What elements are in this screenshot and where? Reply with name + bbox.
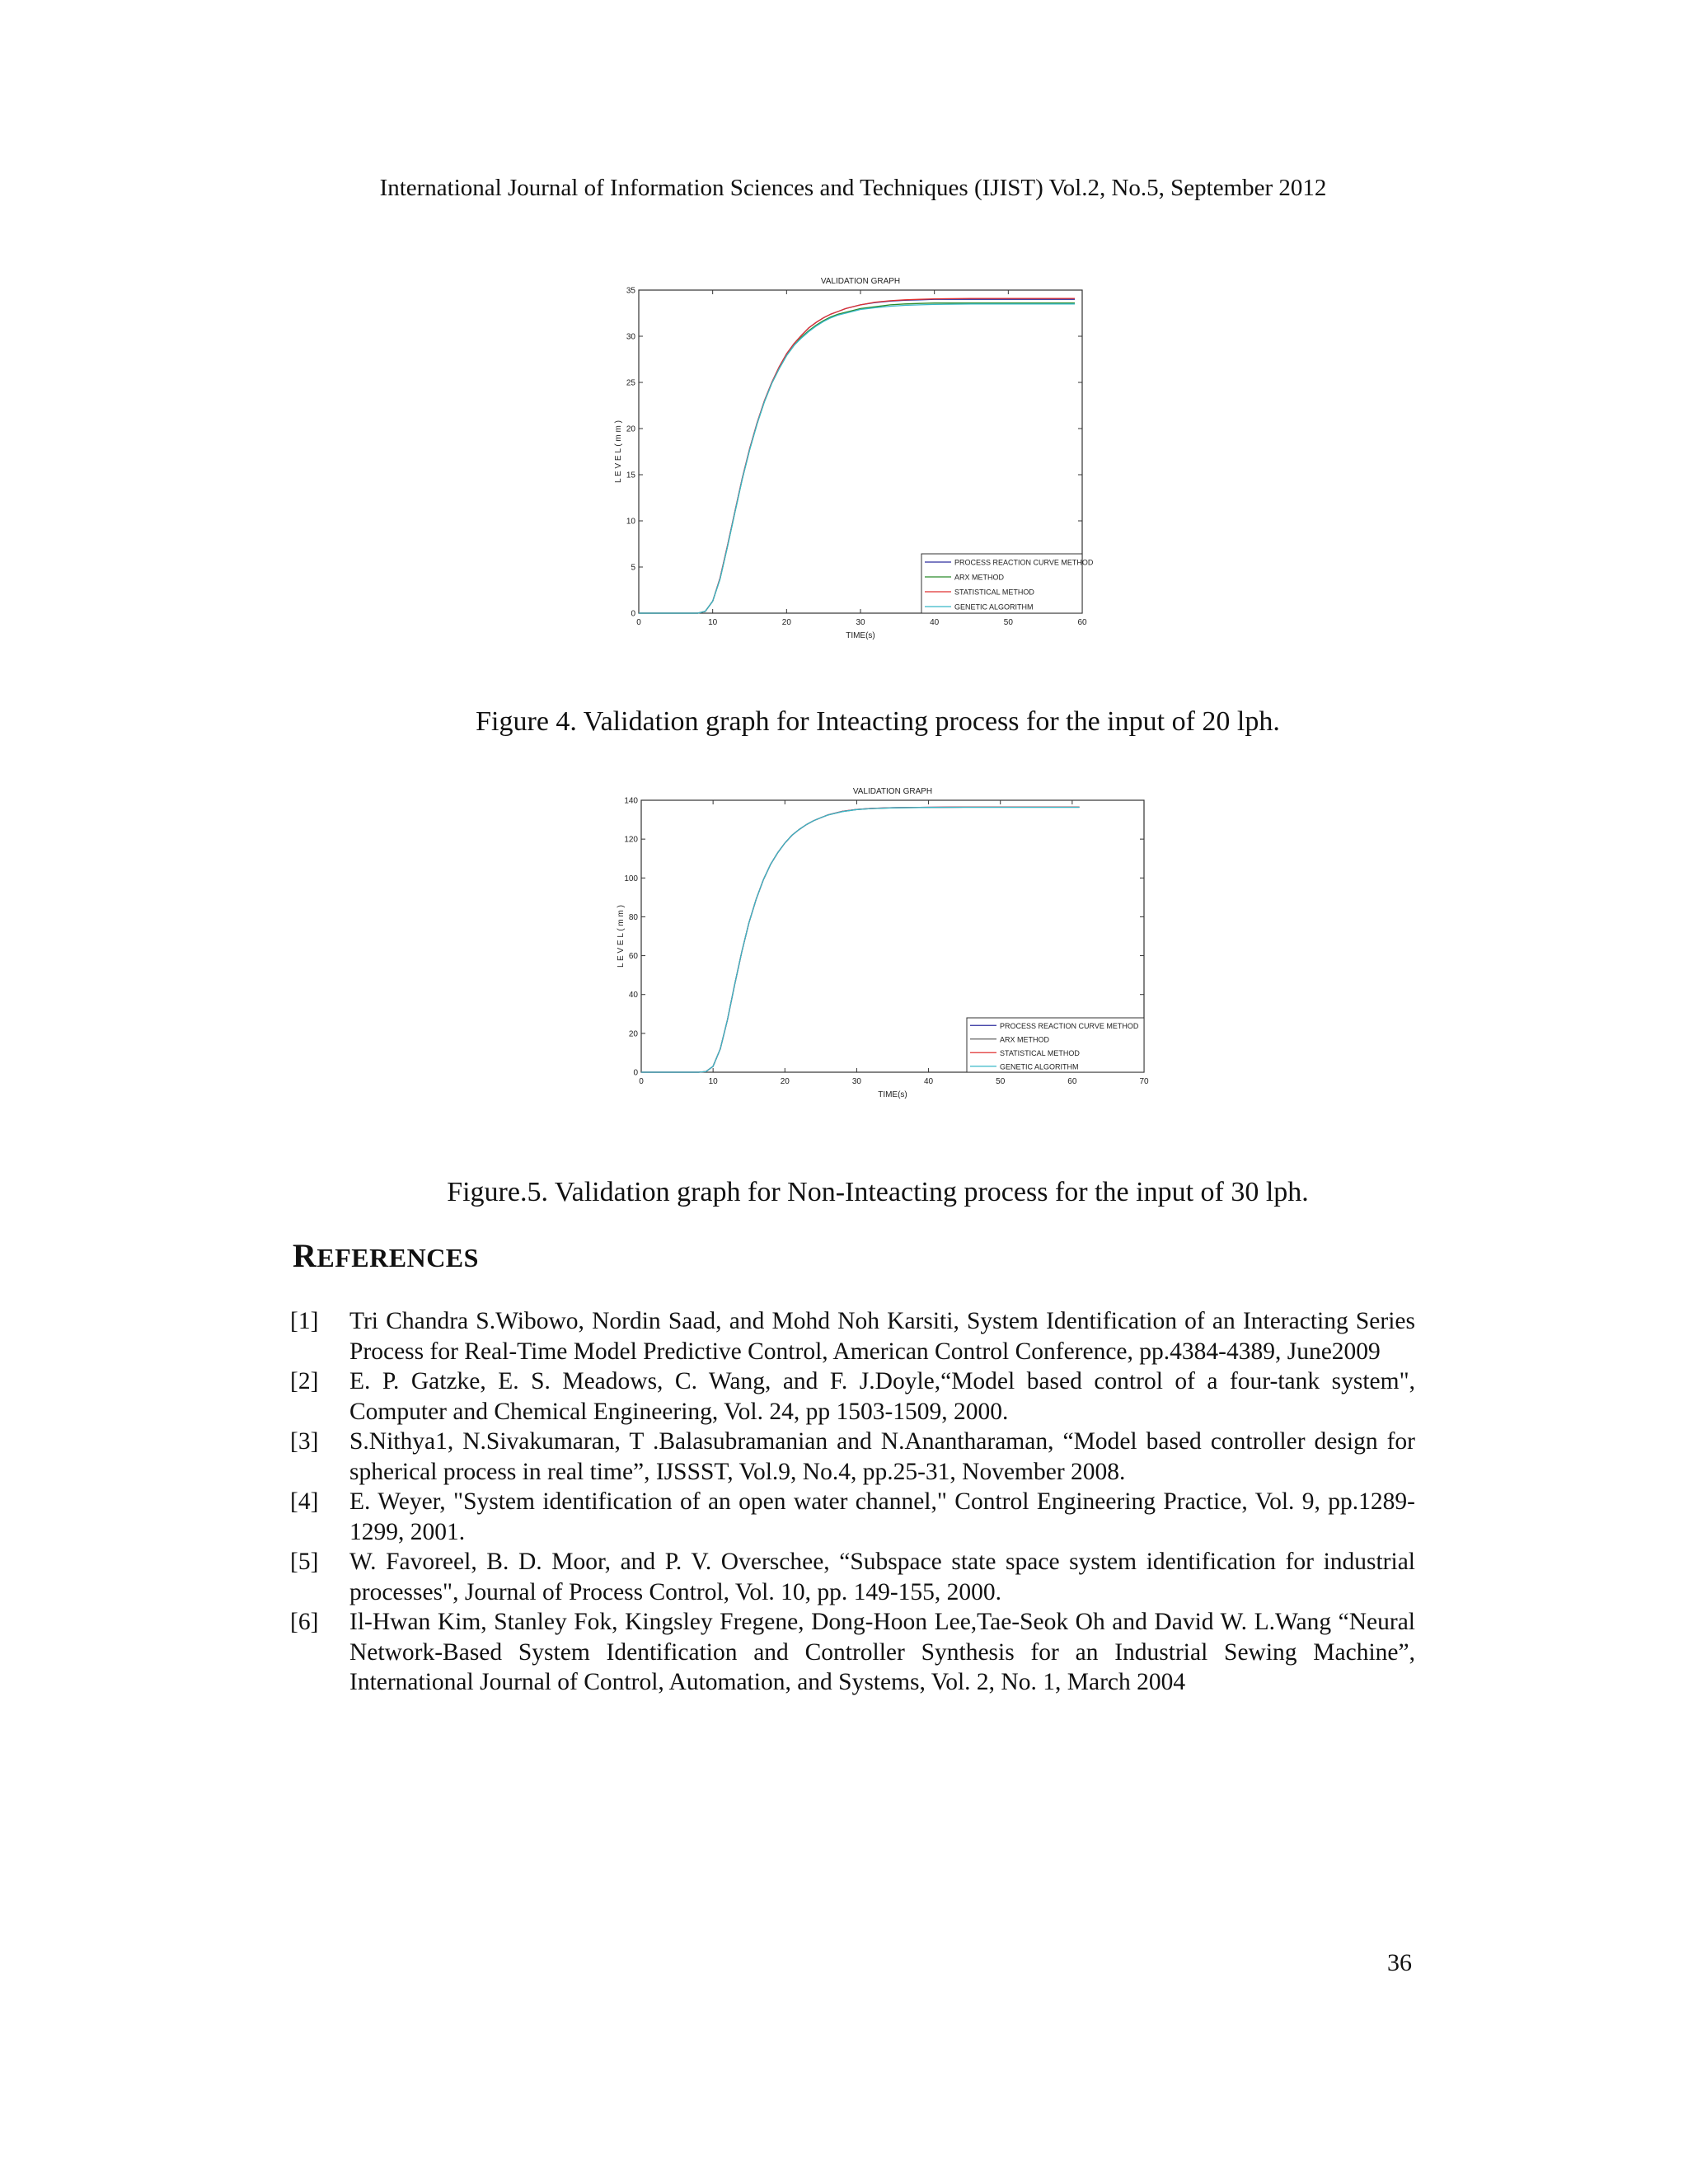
y-tick-label: 35 bbox=[626, 286, 635, 296]
legend-label: GENETIC ALGORITHM bbox=[1000, 1062, 1079, 1071]
legend-label: GENETIC ALGORITHM bbox=[954, 602, 1034, 612]
reference-text: E. P. Gatzke, E. S. Meadows, C. Wang, and F. J.Doyle,“Model based control of a four-tank system", Computer and Chemical Engineering, Vol. 24, pp 1503-1509, 2000. bbox=[349, 1368, 1415, 1425]
reference-item bbox=[290, 1547, 1415, 1607]
references-heading-initial: R bbox=[293, 1237, 317, 1274]
y-tick-label: 30 bbox=[626, 332, 635, 342]
reference-text: Tri Chandra S.Wibowo, Nordin Saad, and Mohd Noh Karsiti, System Identification of an Interacting Series Process for Real-Time Model Predictive Control, American Control Conference, pp.4384-4389, June2009 bbox=[349, 1308, 1415, 1365]
x-tick-label: 40 bbox=[924, 1077, 934, 1086]
references-heading-rest: EFERENCES bbox=[316, 1243, 479, 1272]
x-tick-label: 10 bbox=[708, 1077, 718, 1086]
reference-number: [3] bbox=[290, 1428, 319, 1455]
y-tick-label: 80 bbox=[628, 912, 638, 922]
x-tick-label: 50 bbox=[1003, 618, 1013, 627]
reference-text: W. Favoreel, B. D. Moor, and P. V. Overschee, “Subspace state space system identification for industrial processes", Journal of Process Control, Vol. 10, pp. 149-155, 2000. bbox=[349, 1549, 1415, 1605]
y-tick-label: 60 bbox=[628, 952, 638, 962]
reference-item bbox=[290, 1306, 1415, 1366]
reference-item bbox=[290, 1366, 1415, 1427]
x-axis-label: TIME(s) bbox=[846, 631, 875, 640]
y-tick-label: 5 bbox=[631, 563, 635, 573]
reference-number: [6] bbox=[290, 1609, 319, 1635]
figure-5-caption: Figure.5. Validation graph for Non-Inteacting process for the input of 30 lph. bbox=[447, 1177, 1309, 1207]
references-list bbox=[290, 1306, 1415, 1698]
x-tick-label: 20 bbox=[780, 1077, 790, 1086]
legend-label: PROCESS REACTION CURVE METHOD bbox=[954, 558, 1094, 567]
figure-5-chart bbox=[593, 779, 1154, 1150]
legend-label: ARX METHOD bbox=[954, 573, 1005, 582]
reference-number: [4] bbox=[290, 1488, 319, 1515]
y-tick-label: 120 bbox=[624, 835, 638, 845]
references-heading bbox=[293, 1236, 479, 1275]
chart-title: VALIDATION GRAPH bbox=[852, 787, 933, 796]
y-tick-label: 40 bbox=[628, 991, 638, 1001]
y-tick-label: 20 bbox=[626, 424, 635, 434]
y-axis-label: L E V E L ( m m ) bbox=[617, 905, 626, 968]
reference-item bbox=[290, 1487, 1415, 1547]
x-tick-label: 0 bbox=[636, 618, 641, 627]
y-tick-label: 100 bbox=[624, 874, 638, 883]
x-axis-label: TIME(s) bbox=[878, 1090, 907, 1099]
reference-number: [5] bbox=[290, 1549, 319, 1575]
figure-4-svg bbox=[593, 268, 1137, 672]
figure-4-caption: Figure 4. Validation graph for Inteacting process for the input of 20 lph. bbox=[476, 706, 1280, 737]
y-tick-label: 20 bbox=[628, 1029, 638, 1039]
figure-4-chart bbox=[593, 268, 1137, 672]
y-tick-label: 10 bbox=[626, 517, 635, 527]
y-tick-label: 0 bbox=[633, 1068, 638, 1078]
reference-item bbox=[290, 1607, 1415, 1698]
x-tick-label: 40 bbox=[930, 618, 940, 627]
reference-item bbox=[290, 1427, 1415, 1487]
legend-label: STATISTICAL METHOD bbox=[954, 588, 1034, 597]
running-header: International Journal of Information Sciences and Techniques (IJIST) Vol.2, No.5, September 2012 bbox=[379, 175, 1327, 201]
y-tick-label: 25 bbox=[626, 378, 635, 388]
legend-label: STATISTICAL METHOD bbox=[1000, 1048, 1080, 1057]
x-tick-label: 50 bbox=[996, 1077, 1006, 1086]
figure-5-svg bbox=[593, 779, 1154, 1150]
chart-title: VALIDATION GRAPH bbox=[820, 277, 901, 286]
reference-text: E. Weyer, "System identification of an open water channel," Control Engineering Practice, Vol. 9, pp.1289-1299, 2001. bbox=[349, 1488, 1415, 1545]
x-tick-label: 30 bbox=[856, 618, 865, 627]
y-tick-label: 15 bbox=[626, 471, 635, 480]
reference-text: Il-Hwan Kim, Stanley Fok, Kingsley Fregene, Dong-Hoon Lee,Tae-Seok Oh and David W. L.Wang “Neural Network-Based System Identification and Controller Synthesis for an Industrial Sewing Machine”, International Journal of Control, Automation, and Systems, Vol. 2, No. 1, March 2004 bbox=[349, 1609, 1415, 1695]
x-tick-label: 10 bbox=[708, 618, 718, 627]
y-axis-label: L E V E L ( m m ) bbox=[614, 420, 623, 483]
legend-label: ARX METHOD bbox=[1000, 1035, 1050, 1044]
page-number: 36 bbox=[1387, 1949, 1412, 1976]
x-tick-label: 60 bbox=[1067, 1077, 1077, 1086]
x-tick-label: 20 bbox=[781, 618, 791, 627]
x-tick-label: 0 bbox=[639, 1077, 644, 1086]
x-tick-label: 60 bbox=[1077, 618, 1087, 627]
x-tick-label: 70 bbox=[1139, 1077, 1149, 1086]
reference-number: [1] bbox=[290, 1308, 319, 1334]
y-tick-label: 0 bbox=[631, 609, 635, 619]
reference-number: [2] bbox=[290, 1368, 319, 1394]
reference-text: S.Nithya1, N.Sivakumaran, T .Balasubramanian and N.Anantharaman, “Model based controller design for spherical process in real time”, IJSSST, Vol.9, No.4, pp.25-31, November 2008. bbox=[349, 1428, 1415, 1485]
y-tick-label: 140 bbox=[624, 796, 638, 806]
legend-label: PROCESS REACTION CURVE METHOD bbox=[1000, 1021, 1139, 1030]
x-tick-label: 30 bbox=[851, 1077, 861, 1086]
